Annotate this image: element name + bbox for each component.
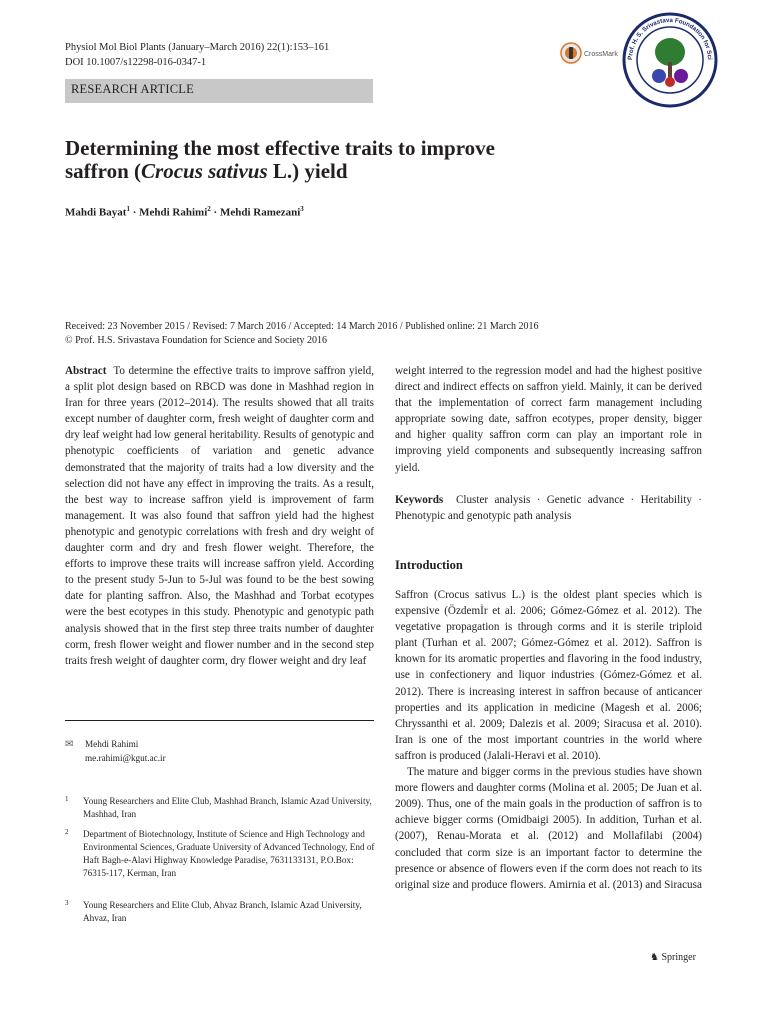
society-seal-icon	[622, 12, 718, 108]
author-name[interactable]: Mahdi Bayat	[65, 206, 127, 219]
footnote-divider	[65, 720, 374, 721]
author-affil-ref[interactable]: 2	[207, 205, 211, 213]
springer-horse-icon: ♞	[650, 952, 659, 963]
author-list	[65, 205, 304, 219]
title-line-1: Determining the most effective traits to improve	[65, 136, 495, 160]
society-seal-text: Prof. H. S. Srivastava Foundation for Sci	[626, 16, 714, 61]
title-line-2-pre: saffron (	[65, 159, 142, 183]
abstract-text: To determine the effective traits to improve saffron yield, a split plot design based on RBCD was done in Mashhad region in Iran for three years (2012–2014). The results showed that all traits except number of daughter corm, fresh weight of daughter corm and dry leaf weight had low general heritability. Results of genotypic and phenotypic coefficients of variation and genetic advance demonstrated that the majority of traits had a low diversity and the selection did not have any effect in improving the traits. As a result, the best way to increase saffron yield is improvement of farm management. It was also found that saffron yield had the highest phenotypic and genotypic correlations with fresh and dry weight of daughter corm and dry and fresh flower weight. Therefore, the efforts to improve these traits will increase saffron yield. According to the present study 5-Jun to 5-Jul was found to be the best sowing date for planting saffron. Also, the Mashhad and Torbat ecotypes were the best ecotypes in this study. Phenotypic and genotypic path analysis showed that in the first step three traits number of daughter corm, fresh flower weight and flower number and in the second step traits fresh weight of daughter corm, dry flower weight and dry leaf	[65, 365, 375, 667]
affiliation	[65, 899, 375, 925]
introduction-body	[395, 587, 702, 893]
introduction-paragraph: The mature and bigger corms in the previous studies have shown more flowers and daughter corms (Molina et al. 2005; De Juan et al. 2009). Thus, one of the main goals in the production of saffron is to achieve bigger corms (Omidbaigi 2005). In addition, Turhan et al. (2007), Renau-Morata et al. (2012) and Mollafilabi (2004) concluded that corm size is an important factor to determine the presence or absence of flowers even if the corm does not reach to its original size and produce flowers. Amirnia et al. (2013) and Siracusa	[395, 766, 702, 891]
affiliation-number: 2	[65, 828, 69, 836]
keywords-label: Keywords	[395, 493, 444, 506]
affiliation	[65, 795, 375, 821]
crossmark-logo[interactable]	[560, 40, 622, 68]
journal-citation	[65, 40, 329, 70]
correspondence	[65, 737, 166, 765]
affiliation-text: Young Researchers and Elite Club, Mashhad Branch, Islamic Azad University, Mashhad, Iran	[83, 796, 372, 819]
publisher-name: Springer	[661, 952, 696, 963]
article-title	[65, 137, 585, 183]
introduction-paragraph: Saffron (Crocus sativus L.) is the oldest plant species which is expensive (Özdemİr et al. 2006; Gómez-Gómez et al. 2012). The vegetative propagation is through corms and it is sterile triploid plant (Turhan et al. 2007; Gómez-Gómez et al. 2012). Saffron is known for its aromatic properties and flavoring in the food industry, use in confectionery and liquor industries (Gómez-Gómez et al. 2012). There is increasing interest in saffron because of anticancer properties and its application in medicine (Magesh et al. 2006; Chryssanthi et al. 2009; Dalezis et al. 2009; Siracusa et al. 2010). Iran is one of the most important countries in the world where saffron is produced (Jalali-Heravi et al. 2010).	[395, 589, 702, 762]
introduction-heading: Introduction	[395, 558, 463, 572]
abstract-continued	[395, 363, 702, 524]
crossmark-text: CrossMark	[584, 51, 618, 58]
copyright-line: © Prof. H.S. Srivastava Foundation for Science and Society 2016	[65, 335, 328, 346]
affiliation-number: 3	[65, 899, 69, 907]
affiliation-number: 1	[65, 795, 69, 803]
author-separator: ·	[210, 206, 220, 219]
affiliation-text: Young Researchers and Elite Club, Ahvaz Branch, Islamic Azad University, Ahvaz, Iran	[83, 900, 362, 923]
abstract-continued-text: weight interred to the regression model and had the highest positive direct and indirect effects on saffron yield. Mainly, it can be derived that the implementation of correct farm management including appropriate sowing date, saffron ecotypes, proper density, bigger and higher quality saffron corm can play an important role in improving yield components and subsequently increasing saffron yield.	[395, 365, 702, 474]
corresponding-author: Mehdi Rahimi	[85, 739, 139, 749]
author-separator: ·	[129, 206, 140, 219]
doi[interactable]: DOI 10.1007/s12298-016-0347-1	[65, 57, 207, 68]
author-affil-ref[interactable]: 3	[300, 205, 304, 213]
article-type-ribbon	[65, 79, 373, 103]
affiliation	[65, 828, 375, 880]
title-line-2-post: L.) yield	[267, 159, 348, 183]
keywords-text: Cluster analysis · Genetic advance · Heritability · Phenotypic and genotypic path analysis	[395, 493, 702, 522]
mail-icon: ✉	[65, 739, 74, 750]
publication-history	[65, 320, 539, 348]
publisher-logo	[650, 952, 696, 963]
corresponding-email[interactable]: me.rahimi@kgut.ac.ir	[85, 753, 166, 763]
title-species: Crocus sativus	[141, 159, 268, 183]
abstract-label: Abstract	[65, 365, 107, 377]
journal-line: Physiol Mol Biol Plants (January–March 2016) 22(1):153–161	[65, 42, 330, 53]
author-affil-ref[interactable]: 1	[126, 205, 130, 213]
title-line-2	[65, 160, 585, 183]
dates-line: Received: 23 November 2015 / Revised: 7 March 2016 / Accepted: 14 March 2016 / Published online: 21 March 2016	[65, 321, 539, 332]
abstract-section	[65, 363, 374, 669]
author-name[interactable]: Mehdi Rahimi	[139, 206, 208, 219]
article-type-label: RESEARCH ARTICLE	[71, 82, 194, 96]
crossmark-icon	[560, 40, 622, 68]
affiliation-text: Department of Biotechnology, Institute of Science and High Technology and Environmental Sciences, Graduate University of Advanced Technology, End of Haft Bagh-e-Alavi Highway Knowledge Paradise, 7631133131, P.O.Box: 76315-117, Kerman, Iran	[83, 829, 375, 878]
society-seal-logo	[622, 12, 718, 108]
author-name[interactable]: Mehdi Ramezani	[219, 206, 301, 219]
